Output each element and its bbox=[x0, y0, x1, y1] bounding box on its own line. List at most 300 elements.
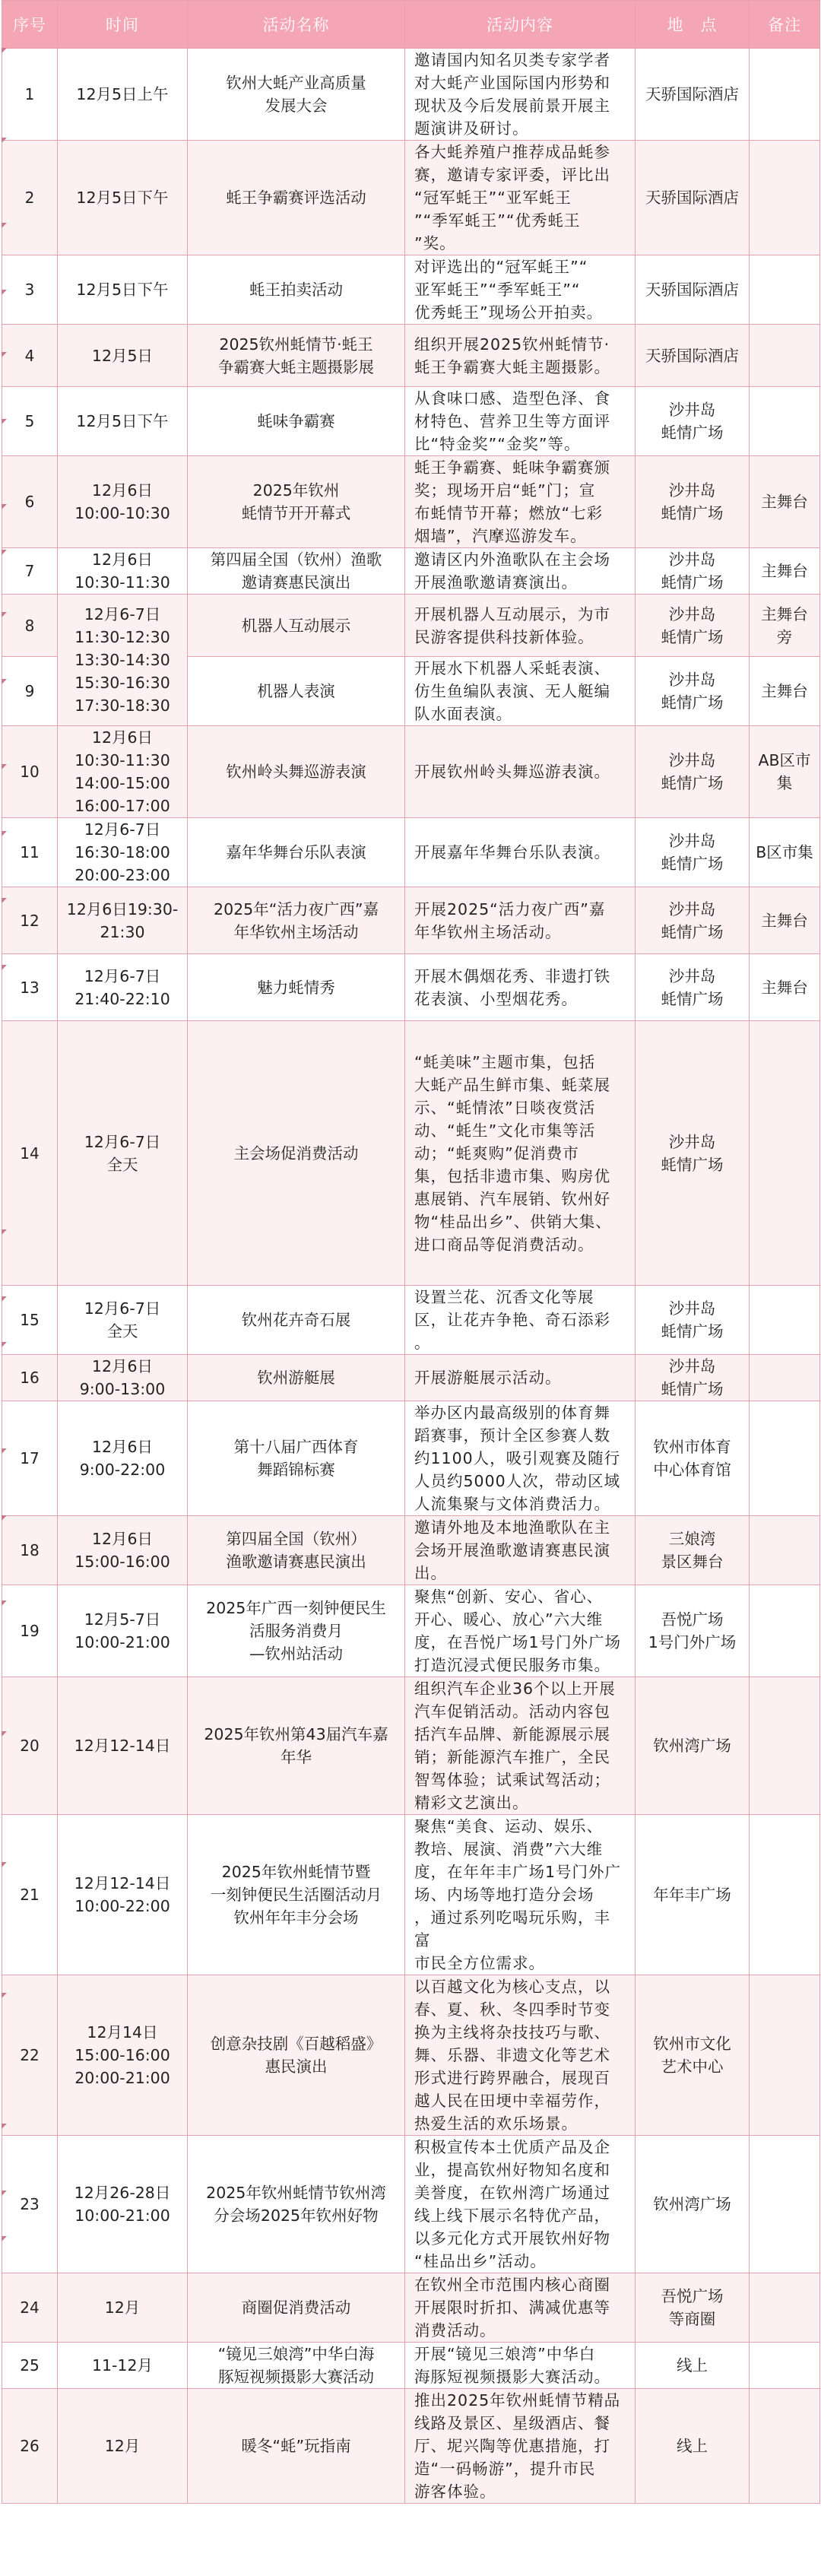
table-row bbox=[2, 387, 820, 456]
cell-place bbox=[636, 456, 750, 548]
cell-line: 12月6日 bbox=[91, 1357, 154, 1375]
table-header bbox=[2, 1, 820, 49]
cell-line: 开展2025“活力夜广西”嘉 bbox=[414, 899, 606, 918]
cell-name bbox=[188, 887, 405, 954]
cell-line: 全天 bbox=[106, 1322, 138, 1340]
cell-line: 开展水下机器人采蚝表演、 bbox=[414, 659, 610, 677]
cell-seq: 24 bbox=[2, 2273, 58, 2343]
cell-line: 以百越文化为核心支点，以 bbox=[414, 1978, 610, 1996]
cell-note: 主舞台 bbox=[750, 887, 820, 954]
cell-line: ”奖。 bbox=[414, 234, 456, 252]
cell-line: 12月6-7日 bbox=[84, 605, 161, 623]
cell-line: 12月6-7日 bbox=[84, 1132, 161, 1151]
header-place: 地 点 bbox=[636, 1, 750, 49]
cell-line: 括汽车品牌、新能源展示展 bbox=[414, 1725, 610, 1743]
header-content: 活动内容 bbox=[405, 1, 636, 49]
cell-seq: 12 bbox=[2, 887, 58, 954]
cell-place bbox=[636, 726, 750, 818]
table-row bbox=[2, 141, 820, 255]
cell-line: 区，让花卉争艳、奇石添彩 bbox=[414, 1311, 610, 1329]
cell-seq: 14 bbox=[2, 1021, 58, 1286]
cell-line: 天骄国际酒店 bbox=[645, 189, 739, 207]
cell-line: 景区舞台 bbox=[661, 1553, 724, 1571]
cell-time bbox=[58, 1815, 188, 1975]
row-corner-mark bbox=[2, 1342, 7, 1347]
cell-seq: 10 bbox=[2, 726, 58, 818]
cell-place bbox=[636, 887, 750, 954]
cell-seq: 17 bbox=[2, 1401, 58, 1516]
cell-line: “镜见三娘湾”中华白海 bbox=[217, 2345, 375, 2363]
cell-line: 沙井岛 bbox=[668, 1357, 716, 1375]
cell-line: 蚝情广场 bbox=[661, 504, 724, 522]
cell-place bbox=[636, 1677, 750, 1815]
cell-line: 动；“蚝爽购”促消费市 bbox=[414, 1144, 579, 1163]
cell-name bbox=[188, 1021, 405, 1286]
cell-seq: 19 bbox=[2, 1585, 58, 1677]
cell-line: 邀请外地及本地渔歌队在主 bbox=[414, 1518, 610, 1537]
cell-line: 蚝情广场 bbox=[661, 1155, 724, 1174]
cell-line: 12月5日上午 bbox=[76, 85, 169, 103]
cell-place bbox=[636, 1286, 750, 1355]
cell-line: 厅、坭兴陶等优惠措施，打 bbox=[414, 2437, 610, 2455]
cell-line: 度，在年年丰广场1号门外广 bbox=[414, 1863, 622, 1881]
schedule-sheet bbox=[2, 0, 819, 2504]
cell-note bbox=[750, 1815, 820, 1975]
cell-line: 12月6-7日 bbox=[84, 1299, 161, 1318]
cell-content bbox=[405, 1021, 636, 1286]
cell-name bbox=[188, 141, 405, 255]
cell-line: 2025钦州蚝情节·蚝王 bbox=[219, 335, 373, 354]
cell-place bbox=[636, 548, 750, 595]
cell-line: 2025年钦州第43届汽车嘉 bbox=[204, 1725, 388, 1743]
header-seq: 序号 bbox=[2, 1, 58, 49]
cell-line: 汽车促销活动。活动内容包 bbox=[414, 1702, 610, 1721]
table-row bbox=[2, 1355, 820, 1401]
cell-line: 蚝情广场 bbox=[661, 1380, 724, 1398]
table-row bbox=[2, 1516, 820, 1585]
cell-content bbox=[405, 456, 636, 548]
cell-note bbox=[750, 1585, 820, 1677]
cell-line: 线路及景区、星级酒店、餐 bbox=[414, 2414, 610, 2432]
cell-line: 12月6-7日 bbox=[84, 820, 161, 839]
cell-content bbox=[405, 818, 636, 887]
row-corner-mark bbox=[2, 2236, 7, 2241]
cell-line: 开展木偶烟花秀、非遗打铁 bbox=[414, 966, 610, 985]
row-corner-mark bbox=[2, 831, 7, 836]
cell-line: 开展“镜见三娘湾”中华白 bbox=[414, 2345, 596, 2363]
cell-line: 积极宣传本土优质产品及企 bbox=[414, 2138, 610, 2156]
table-row bbox=[2, 1585, 820, 1677]
cell-time bbox=[58, 1021, 188, 1286]
cell-line: 20:00-21:00 bbox=[74, 2069, 170, 2087]
cell-seq: 9 bbox=[2, 657, 58, 726]
cell-place bbox=[636, 2389, 750, 2504]
cell-line: 聚焦“美食、运动、娱乐、 bbox=[414, 1817, 604, 1835]
cell-content bbox=[405, 726, 636, 818]
cell-note bbox=[750, 387, 820, 456]
cell-line: 蚝王争霸赛大蚝主题摄影。 bbox=[414, 357, 610, 376]
cell-line: 对大蚝产业国际国内形势和 bbox=[414, 74, 610, 92]
cell-content bbox=[405, 657, 636, 726]
cell-line: 。 bbox=[414, 1334, 431, 1352]
cell-line: 沙井岛 bbox=[668, 481, 716, 500]
cell-note bbox=[750, 255, 820, 325]
cell-line: 嘉年华舞台乐队表演 bbox=[226, 843, 366, 861]
cell-seq: 2 bbox=[2, 141, 58, 255]
cell-line: 蚝情广场 bbox=[661, 424, 724, 442]
row-corner-mark bbox=[2, 1600, 7, 1606]
cell-line: 吾悦广场 bbox=[661, 2287, 724, 2305]
table-row bbox=[2, 1677, 820, 1815]
cell-line: 12月6日 bbox=[91, 481, 154, 500]
cell-line: 魅力蚝情秀 bbox=[257, 978, 335, 997]
cell-line: 蚝王争霸赛评选活动 bbox=[226, 189, 366, 207]
cell-name bbox=[188, 548, 405, 595]
cell-line: 会场开展渔歌邀请赛惠民演 bbox=[414, 1541, 610, 1559]
cell-place bbox=[636, 657, 750, 726]
cell-line: 蚝王拍卖活动 bbox=[249, 281, 343, 299]
cell-place bbox=[636, 325, 750, 387]
cell-name bbox=[188, 2343, 405, 2389]
cell-line: 精彩文艺演出。 bbox=[414, 1794, 529, 1812]
cell-line: 蚝情节开开幕式 bbox=[241, 504, 351, 522]
cell-line: 邀请赛惠民演出 bbox=[241, 573, 351, 592]
cell-line: 各大蚝养殖户推荐成品蚝参 bbox=[414, 143, 610, 161]
cell-content bbox=[405, 1975, 636, 2136]
cell-line: 开展限时折扣、满减优惠等 bbox=[414, 2298, 610, 2317]
cell-line: 舞蹈锦标赛 bbox=[257, 1461, 335, 1479]
cell-line: 线上 bbox=[677, 2437, 708, 2455]
cell-name bbox=[188, 1585, 405, 1677]
cell-time bbox=[58, 2136, 188, 2273]
cell-line: 第四届全国（钦州） bbox=[226, 1530, 366, 1548]
header-name: 活动名称 bbox=[188, 1, 405, 49]
cell-line: —钦州站活动 bbox=[249, 1645, 343, 1663]
cell-name bbox=[188, 657, 405, 726]
cell-place bbox=[636, 255, 750, 325]
cell-line: 海豚短视频摄影大赛活动。 bbox=[414, 2368, 610, 2386]
cell-content bbox=[405, 887, 636, 954]
cell-line: 聚焦“创新、安心、省心、 bbox=[414, 1588, 604, 1606]
cell-seq: 1 bbox=[2, 49, 58, 141]
cell-line: 12月26-28日 bbox=[74, 2184, 171, 2202]
table-row bbox=[2, 818, 820, 887]
cell-content bbox=[405, 595, 636, 657]
cell-line: 美誉度，在钦州湾广场通过 bbox=[414, 2184, 610, 2202]
cell-line: 举办区内最高级别的体育舞 bbox=[414, 1404, 610, 1422]
table-row bbox=[2, 2273, 820, 2343]
cell-line: 设置兰花、沉香文化等展 bbox=[414, 1288, 594, 1306]
cell-line: 蚝情广场 bbox=[661, 573, 724, 592]
cell-line: 舞、乐器、非遗文化等艺术 bbox=[414, 2046, 610, 2064]
cell-line: 钦州市体育 bbox=[653, 1438, 731, 1456]
cell-time bbox=[58, 255, 188, 325]
cell-line: 蚝情广场 bbox=[661, 989, 724, 1008]
cell-place bbox=[636, 954, 750, 1021]
cell-line: 开展机器人互动展示，为市 bbox=[414, 604, 610, 623]
cell-line: 钦州游艇展 bbox=[257, 1369, 335, 1387]
cell-line: 奖；现场开启“蚝”门；宣 bbox=[414, 481, 596, 500]
cell-name bbox=[188, 2273, 405, 2343]
cell-place bbox=[636, 2273, 750, 2343]
cell-line: 11:30-12:30 bbox=[74, 628, 170, 646]
cell-note bbox=[750, 1516, 820, 1585]
cell-name bbox=[188, 818, 405, 887]
cell-line: 蚝王争霸赛、蚝味争霸赛颁 bbox=[414, 458, 610, 477]
cell-line: 钦州岭头舞巡游表演 bbox=[226, 763, 366, 781]
cell-name bbox=[188, 595, 405, 657]
cell-line: 12月6-7日 bbox=[84, 966, 161, 985]
cell-place bbox=[636, 1975, 750, 2136]
cell-seq: 16 bbox=[2, 1355, 58, 1401]
table-row bbox=[2, 1021, 820, 1286]
table-row bbox=[2, 548, 820, 595]
table-row bbox=[2, 954, 820, 1021]
cell-time bbox=[58, 141, 188, 255]
cell-line: 21:40-22:10 bbox=[74, 989, 170, 1008]
table-row bbox=[2, 726, 820, 818]
cell-name bbox=[188, 726, 405, 818]
cell-line: 活服务消费月 bbox=[249, 1622, 343, 1640]
cell-line: 蚝情广场 bbox=[661, 922, 724, 941]
cell-seq: 23 bbox=[2, 2136, 58, 2273]
cell-line: 16:00-17:00 bbox=[74, 797, 170, 815]
cell-note bbox=[750, 49, 820, 141]
cell-line: 12月12-14日 bbox=[74, 1874, 171, 1892]
cell-line: 民游客提供科技新体验。 bbox=[414, 627, 594, 646]
cell-name bbox=[188, 1401, 405, 1516]
cell-content bbox=[405, 1585, 636, 1677]
cell-seq: 4 bbox=[2, 325, 58, 387]
cell-name bbox=[188, 255, 405, 325]
cell-line: 沙井岛 bbox=[668, 401, 716, 419]
cell-line: 10:00-10:30 bbox=[74, 504, 170, 522]
cell-line: 比“特金奖”“金奖”等。 bbox=[414, 435, 581, 453]
cell-seq: 26 bbox=[2, 2389, 58, 2504]
cell-line: ，通过系列吃喝玩乐购，丰富 bbox=[414, 1908, 610, 1949]
cell-line: 惠展销、汽车展销、钦州好 bbox=[414, 1189, 610, 1208]
cell-line: 开心、暖心、放心”六大维 bbox=[414, 1610, 604, 1629]
cell-line: 游客体验。 bbox=[414, 2482, 496, 2501]
cell-note bbox=[750, 141, 820, 255]
cell-line: 发展大会 bbox=[265, 97, 328, 115]
cell-note: 主舞台 bbox=[750, 456, 820, 548]
cell-note: 主舞台 bbox=[750, 548, 820, 595]
cell-note bbox=[750, 1975, 820, 2136]
cell-line: 年华钦州主场活动 bbox=[233, 922, 359, 941]
cell-line: 10:00-22:00 bbox=[74, 1897, 170, 1915]
cell-line: 12月6日 bbox=[91, 1530, 154, 1548]
cell-place bbox=[636, 387, 750, 456]
cell-place bbox=[636, 595, 750, 657]
cell-line: 蹈赛事，预计全区参赛人数 bbox=[414, 1426, 610, 1445]
cell-line: 钦州市文化 bbox=[653, 2035, 731, 2053]
cell-line: 2025年钦州蚝情节暨 bbox=[221, 1863, 371, 1881]
cell-line: 越人民在田埂中幸福劳作， bbox=[414, 2092, 610, 2110]
cell-line: 造“一码畅游”，提升市民 bbox=[414, 2460, 596, 2478]
row-corner-mark bbox=[2, 138, 7, 143]
cell-line: 12月5日下午 bbox=[76, 281, 169, 299]
cell-name bbox=[188, 1355, 405, 1401]
row-corner-mark bbox=[2, 1448, 7, 1454]
cell-line: 布蚝情节开幕；燃放“七彩 bbox=[414, 504, 604, 522]
cell-line: 物“桂品出乡”、供销大集、 bbox=[414, 1212, 612, 1231]
cell-name bbox=[188, 456, 405, 548]
cell-time bbox=[58, 456, 188, 548]
cell-line: 等商圈 bbox=[668, 2310, 716, 2328]
cell-place bbox=[636, 1021, 750, 1286]
row-corner-mark bbox=[2, 2191, 7, 2196]
cell-time bbox=[58, 726, 188, 818]
cell-line: 沙井岛 bbox=[668, 1132, 716, 1151]
cell-place bbox=[636, 1516, 750, 1585]
cell-line: 邀请国内知名贝类专家学者 bbox=[414, 51, 610, 69]
cell-content bbox=[405, 1815, 636, 1975]
cell-line: 蚝情广场 bbox=[661, 855, 724, 873]
cell-line: 大蚝产品生鲜市集、蚝菜展 bbox=[414, 1075, 610, 1094]
cell-line: 9:00-22:00 bbox=[79, 1461, 166, 1479]
cell-place bbox=[636, 1401, 750, 1516]
cell-line: 惠民演出 bbox=[265, 2057, 328, 2076]
cell-time bbox=[58, 2273, 188, 2343]
row-corner-mark bbox=[2, 1731, 7, 1737]
cell-line: 场、内场等地打造分会场 bbox=[414, 1886, 594, 1904]
cell-line: 12月5日下午 bbox=[76, 412, 169, 430]
cell-content bbox=[405, 1516, 636, 1585]
cell-line: 一刻钟便民生活圈活动月 bbox=[210, 1886, 382, 1904]
cell-line: 约1100人，吸引观赛及随行 bbox=[414, 1449, 621, 1467]
cell-content bbox=[405, 387, 636, 456]
cell-seq: 6 bbox=[2, 456, 58, 548]
cell-line: 组织开展2025钦州蚝情节· bbox=[414, 335, 610, 354]
cell-note bbox=[750, 1286, 820, 1355]
cell-time bbox=[58, 2389, 188, 2504]
schedule-table bbox=[2, 0, 820, 2504]
cell-line: 蚝味争霸赛 bbox=[257, 412, 335, 430]
cell-content bbox=[405, 2389, 636, 2504]
cell-line: 中心体育馆 bbox=[653, 1461, 731, 1479]
cell-time bbox=[58, 818, 188, 887]
cell-line: 亚军蚝王”“季军蚝王”“ bbox=[414, 281, 581, 299]
cell-line: 20:00-23:00 bbox=[74, 866, 170, 884]
cell-line: 花表演、小型烟花秀。 bbox=[414, 989, 578, 1008]
cell-line: 2025年钦州蚝情节钦州湾 bbox=[206, 2184, 386, 2202]
cell-line: 推出2025年钦州蚝情节精品 bbox=[414, 2391, 621, 2409]
cell-name bbox=[188, 325, 405, 387]
cell-line: 天骄国际酒店 bbox=[645, 85, 739, 103]
cell-note bbox=[750, 1021, 820, 1286]
cell-note: AB区市集 bbox=[750, 726, 820, 818]
cell-time bbox=[58, 1516, 188, 1585]
cell-place bbox=[636, 2343, 750, 2389]
cell-line: 度，在吾悦广场1号门外广场 bbox=[414, 1633, 622, 1651]
cell-seq: 13 bbox=[2, 954, 58, 1021]
cell-line: 12月 bbox=[104, 2437, 141, 2455]
cell-seq: 22 bbox=[2, 1975, 58, 2136]
cell-line: 天骄国际酒店 bbox=[645, 346, 739, 365]
cell-line: 蚝情广场 bbox=[661, 627, 724, 646]
cell-line: 开展嘉年华舞台乐队表演。 bbox=[414, 843, 610, 861]
header-note: 备注 bbox=[750, 1, 820, 49]
row-corner-mark bbox=[2, 764, 7, 769]
cell-line: 12月5-7日 bbox=[84, 1610, 161, 1629]
cell-line: 年年丰广场 bbox=[653, 1886, 731, 1904]
cell-content bbox=[405, 1286, 636, 1355]
row-corner-mark bbox=[2, 1229, 7, 1235]
cell-content bbox=[405, 1401, 636, 1516]
cell-line: 渔歌邀请赛惠民演出 bbox=[226, 1553, 366, 1571]
cell-seq: 15 bbox=[2, 1286, 58, 1355]
cell-line: 16:30-18:00 bbox=[74, 843, 170, 861]
cell-line: 业，提高钦州好物知名度和 bbox=[414, 2161, 610, 2179]
cell-line: 11-12月 bbox=[91, 2356, 154, 2375]
table-row bbox=[2, 887, 820, 954]
row-corner-mark bbox=[2, 965, 7, 970]
cell-time bbox=[58, 887, 188, 954]
row-corner-mark bbox=[2, 898, 7, 903]
cell-line: 年华 bbox=[281, 1748, 312, 1766]
cell-line: 动、“蚝生”文化市集等活 bbox=[414, 1121, 596, 1140]
cell-name bbox=[188, 1516, 405, 1585]
cell-line: 题演讲及研讨。 bbox=[414, 119, 529, 138]
cell-line: 在钦州全市范围内核心商圈 bbox=[414, 2276, 610, 2294]
cell-line: 消费活动。 bbox=[414, 2321, 496, 2340]
table-body bbox=[2, 49, 820, 2504]
cell-place bbox=[636, 2136, 750, 2273]
row-corner-mark bbox=[2, 612, 7, 617]
cell-note bbox=[750, 2389, 820, 2504]
cell-line: 吾悦广场 bbox=[661, 1610, 724, 1629]
table-row bbox=[2, 2389, 820, 2504]
cell-name bbox=[188, 1815, 405, 1975]
row-corner-mark bbox=[2, 419, 7, 424]
cell-seq: 21 bbox=[2, 1815, 58, 1975]
cell-line: 15:30-16:30 bbox=[74, 674, 170, 692]
cell-line: 蚝情广场 bbox=[661, 693, 724, 712]
cell-line: 分会场2025年钦州好物 bbox=[214, 2206, 379, 2225]
cell-line: 钦州湾广场 bbox=[653, 2195, 731, 2213]
cell-line: 以多元化方式开展钦州好物 bbox=[414, 2229, 610, 2248]
cell-line: 12月14日 bbox=[87, 2023, 158, 2041]
cell-line: 2025年“活力夜广西”嘉 bbox=[214, 899, 379, 918]
cell-line: ”“季军蚝王”“优秀蚝王 bbox=[414, 211, 581, 230]
cell-time bbox=[58, 1401, 188, 1516]
cell-line: 沙井岛 bbox=[668, 832, 716, 850]
cell-line: 开展钦州岭头舞巡游表演。 bbox=[414, 763, 610, 781]
cell-line: 1号门外广场 bbox=[648, 1633, 737, 1651]
cell-line: 21:30 bbox=[100, 922, 145, 941]
cell-content bbox=[405, 255, 636, 325]
cell-time bbox=[58, 1975, 188, 2136]
cell-line: 沙井岛 bbox=[668, 899, 716, 918]
cell-content bbox=[405, 325, 636, 387]
cell-line: 12月6日 bbox=[91, 728, 154, 747]
cell-line: 10:00-21:00 bbox=[74, 1633, 170, 1651]
table-row bbox=[2, 255, 820, 325]
cell-line: 对评选出的“冠军蚝王”“ bbox=[414, 258, 588, 276]
table-row bbox=[2, 325, 820, 387]
cell-line: 人员约5000人次，带动区域 bbox=[414, 1472, 621, 1490]
cell-line: 打造沉浸式便民服务市集。 bbox=[414, 1656, 610, 1674]
cell-line: 13:30-14:30 bbox=[74, 651, 170, 669]
cell-seq: 20 bbox=[2, 1677, 58, 1815]
cell-line: 年华钦州主场活动。 bbox=[414, 922, 562, 941]
cell-line: 集，包括非遗市集、购房优 bbox=[414, 1166, 610, 1185]
cell-line: 沙井岛 bbox=[668, 604, 716, 623]
row-corner-mark bbox=[2, 1296, 7, 1302]
cell-seq: 5 bbox=[2, 387, 58, 456]
cell-line: 天骄国际酒店 bbox=[645, 281, 739, 299]
